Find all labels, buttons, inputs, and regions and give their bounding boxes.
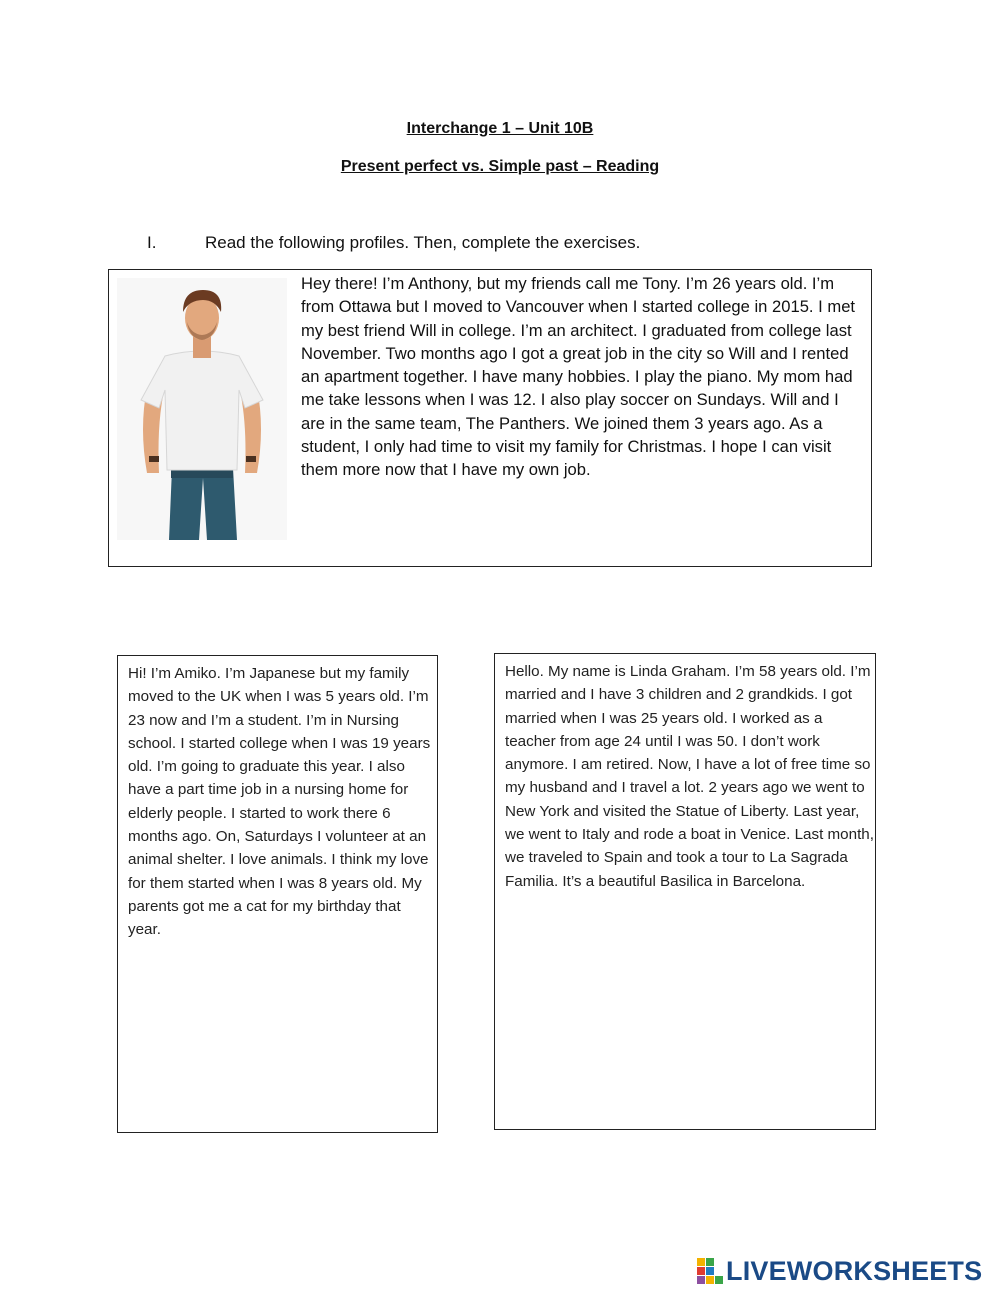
profile-box-anthony: [108, 269, 872, 567]
instruction: [147, 233, 640, 253]
liveworksheets-blocks-icon: [697, 1258, 723, 1284]
profile-text-anthony: Hey there! I’m Anthony, but my friends call me Tony. I’m 26 years old. I’m from Ottawa but I moved to Vancouver when I started college in 2015. I met my best friend Will in college. I’m an architect. I graduated from college last November. Two months ago I got a great job in the city so Will and I rented an apartment together. I have many hobbies. I play the piano. My mom had me take lessons when I was 12. I also play soccer on Sundays. Will and I are in the same team, The Panthers. We joined them 3 years ago. As a student, I only had time to visit my family for Christmas. I hope I can visit them more now that I have my own job.: [301, 274, 856, 480]
instruction-number: I.: [147, 233, 157, 252]
profile-text-amiko: Hi! I’m Amiko. I’m Japanese but my family moved to the UK when I was 5 years old. I’m 23 now and I’m a student. I’m in Nursing school. I started college when I was 19 years old. I’m going to graduate this year. I also have a part time job in a nursing home for elderly people. I started to work there 6 months ago. On, Saturdays I volunteer at an animal shelter. I love animals. I think my love for them started when I was 8 years old. My parents got me a cat for my birthday that year.: [128, 665, 431, 939]
profile-text-linda: Hello. My name is Linda Graham. I’m 58 years old. I’m married and I have 3 children and 2 grandkids. I got married when I was 25 years old. I worked as a teacher from age 24 until I was 50. I don’t work anymore. I am retired. Now, I have a lot of free time so my husband and I travel a lot. 2 years ago we went to New York and visited the Statue of Liberty. Last year, we went to Italy and rode a boat in Venice. Last month, we traveled to Spain and took a tour to La Sagrada Familia. It’s a beautiful Basilica in Barcelona.: [505, 663, 874, 890]
page-title: Interchange 1 – Unit 10B: [406, 120, 594, 137]
man-portrait-image: [117, 278, 287, 540]
liveworksheets-brand: LIVEWORKSHEETS: [726, 1255, 983, 1286]
page-subtitle: Present perfect vs. Simple past – Reading: [340, 158, 660, 175]
instruction-text: Read the following profiles. Then, complete the exercises.: [205, 233, 641, 252]
liveworksheets-logo: [697, 1254, 982, 1288]
profile-box-amiko: [117, 655, 438, 1133]
profile-box-linda: [494, 653, 876, 1130]
